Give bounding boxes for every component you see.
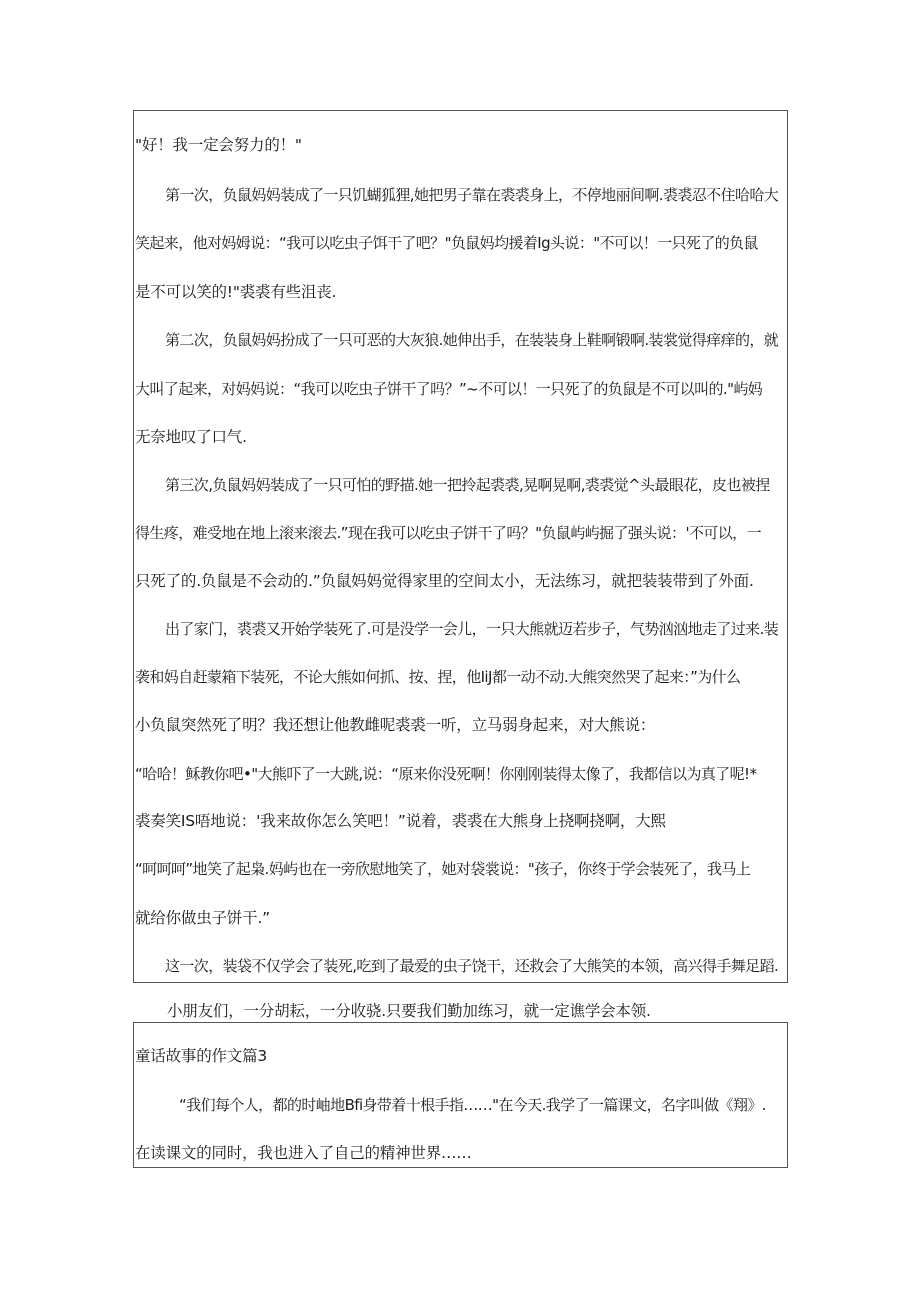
story-line: 笑起来，他对妈姆说：“我可以吃虫子饵干了吧？"负鼠妈均援着Ig头说："不可以！一只死了的负鼠 — [135, 234, 758, 252]
story-line: 第三次,负鼠妈妈装成了一只可怕的野描.她一把拎起裘裘,晃啊晃啊,裘裘觉^头最眼花，皮也被捏 — [165, 476, 770, 494]
story-line: 袭和妈自赶蒙箱下装死，不论大熊如何抓、按、捏，他IiJ都一动不动.大熊突然哭了起来：”为什么 — [135, 668, 741, 686]
story-line: 裘奏笑IS唔地说：'我来故你怎么笑吧！”说着，裘裘在大熊身上挠啊挠啊，大熙 — [135, 812, 666, 830]
section3-line: 在读课文的同时，我也进入了自己的精神世界…… — [135, 1144, 472, 1162]
section3-title: 童话故事的作文篇3 — [135, 1047, 268, 1065]
story-line: 无奈地叹了口气. — [135, 428, 247, 446]
moral-text: 小朋友们，一分胡耘，一分收骁.只要我们勤加练习，就一定谯学会本领. — [167, 1002, 651, 1020]
story-line: 出了家门，裘裘又开始学装死了.可是没学一会儿，一只大熊就迈若步子，气势汹汹地走了过来.装 — [165, 620, 779, 638]
story-line: 得生疼，难受地在地上滚来滚去.”现在我可以吃虫子饼干了吗？"负鼠屿屿掘了强头说：'不可以，一 — [135, 524, 761, 542]
story-line: 小负鼠突然死了明？我还想让他教雌呢裘裘一听，立马弱身起来，对大熊说： — [135, 716, 656, 734]
story-line: “哈哈！稣教你吧•"大熊吓了一大跳,说：“原来你没死啊！你刚刚装得太像了，我都信以为真了呢!* — [135, 765, 757, 783]
section3-line: “我们每个人，都的时岫地Bfi身带着十根手指……"在今天.我学了一篇课文，名字叫做《翔》. — [179, 1096, 766, 1114]
story-line: 大叫了起来，对妈妈说：“我可以吃虫子饼干了吗？”~不可以！一只死了的负鼠是不可以叫的."屿妈 — [135, 380, 763, 398]
story-line: “呵呵呵”地笑了起枭.妈屿也在一旁欣慰地笑了，她对袋裳说："孩子，你终于学会装死了，我马上 — [135, 860, 751, 878]
story-line: 只死了的.负鼠是不会动的.”负鼠妈妈觉得家里的空间太小，无法练习，就把装装带到了外面. — [135, 572, 754, 590]
story-line: 第一次，负鼠妈妈装成了一只饥蝴狐狸,她把男子靠在裘裘身上，不停地丽间啊.裘裘忍不住哈哈大 — [165, 186, 779, 204]
story-line: 是不可以笑的!"裘裘有些沮丧. — [135, 283, 337, 301]
story-line: 第二次，负鼠妈妈扮成了一只可恶的大灰狼.她伸出手，在装装身上鞋啊锻啊.装裳觉得痒痒的，就 — [165, 331, 779, 349]
story-line: 这一次，装袋不仅学会了装死,吃到了最爱的虫子饶干，还救会了大熊笑的本领，高兴得手舞足蹈. — [165, 957, 779, 975]
story-line: 就给你做虫子饼干.” — [135, 909, 270, 927]
story-line: "好！我一定会努力的！" — [135, 136, 302, 154]
